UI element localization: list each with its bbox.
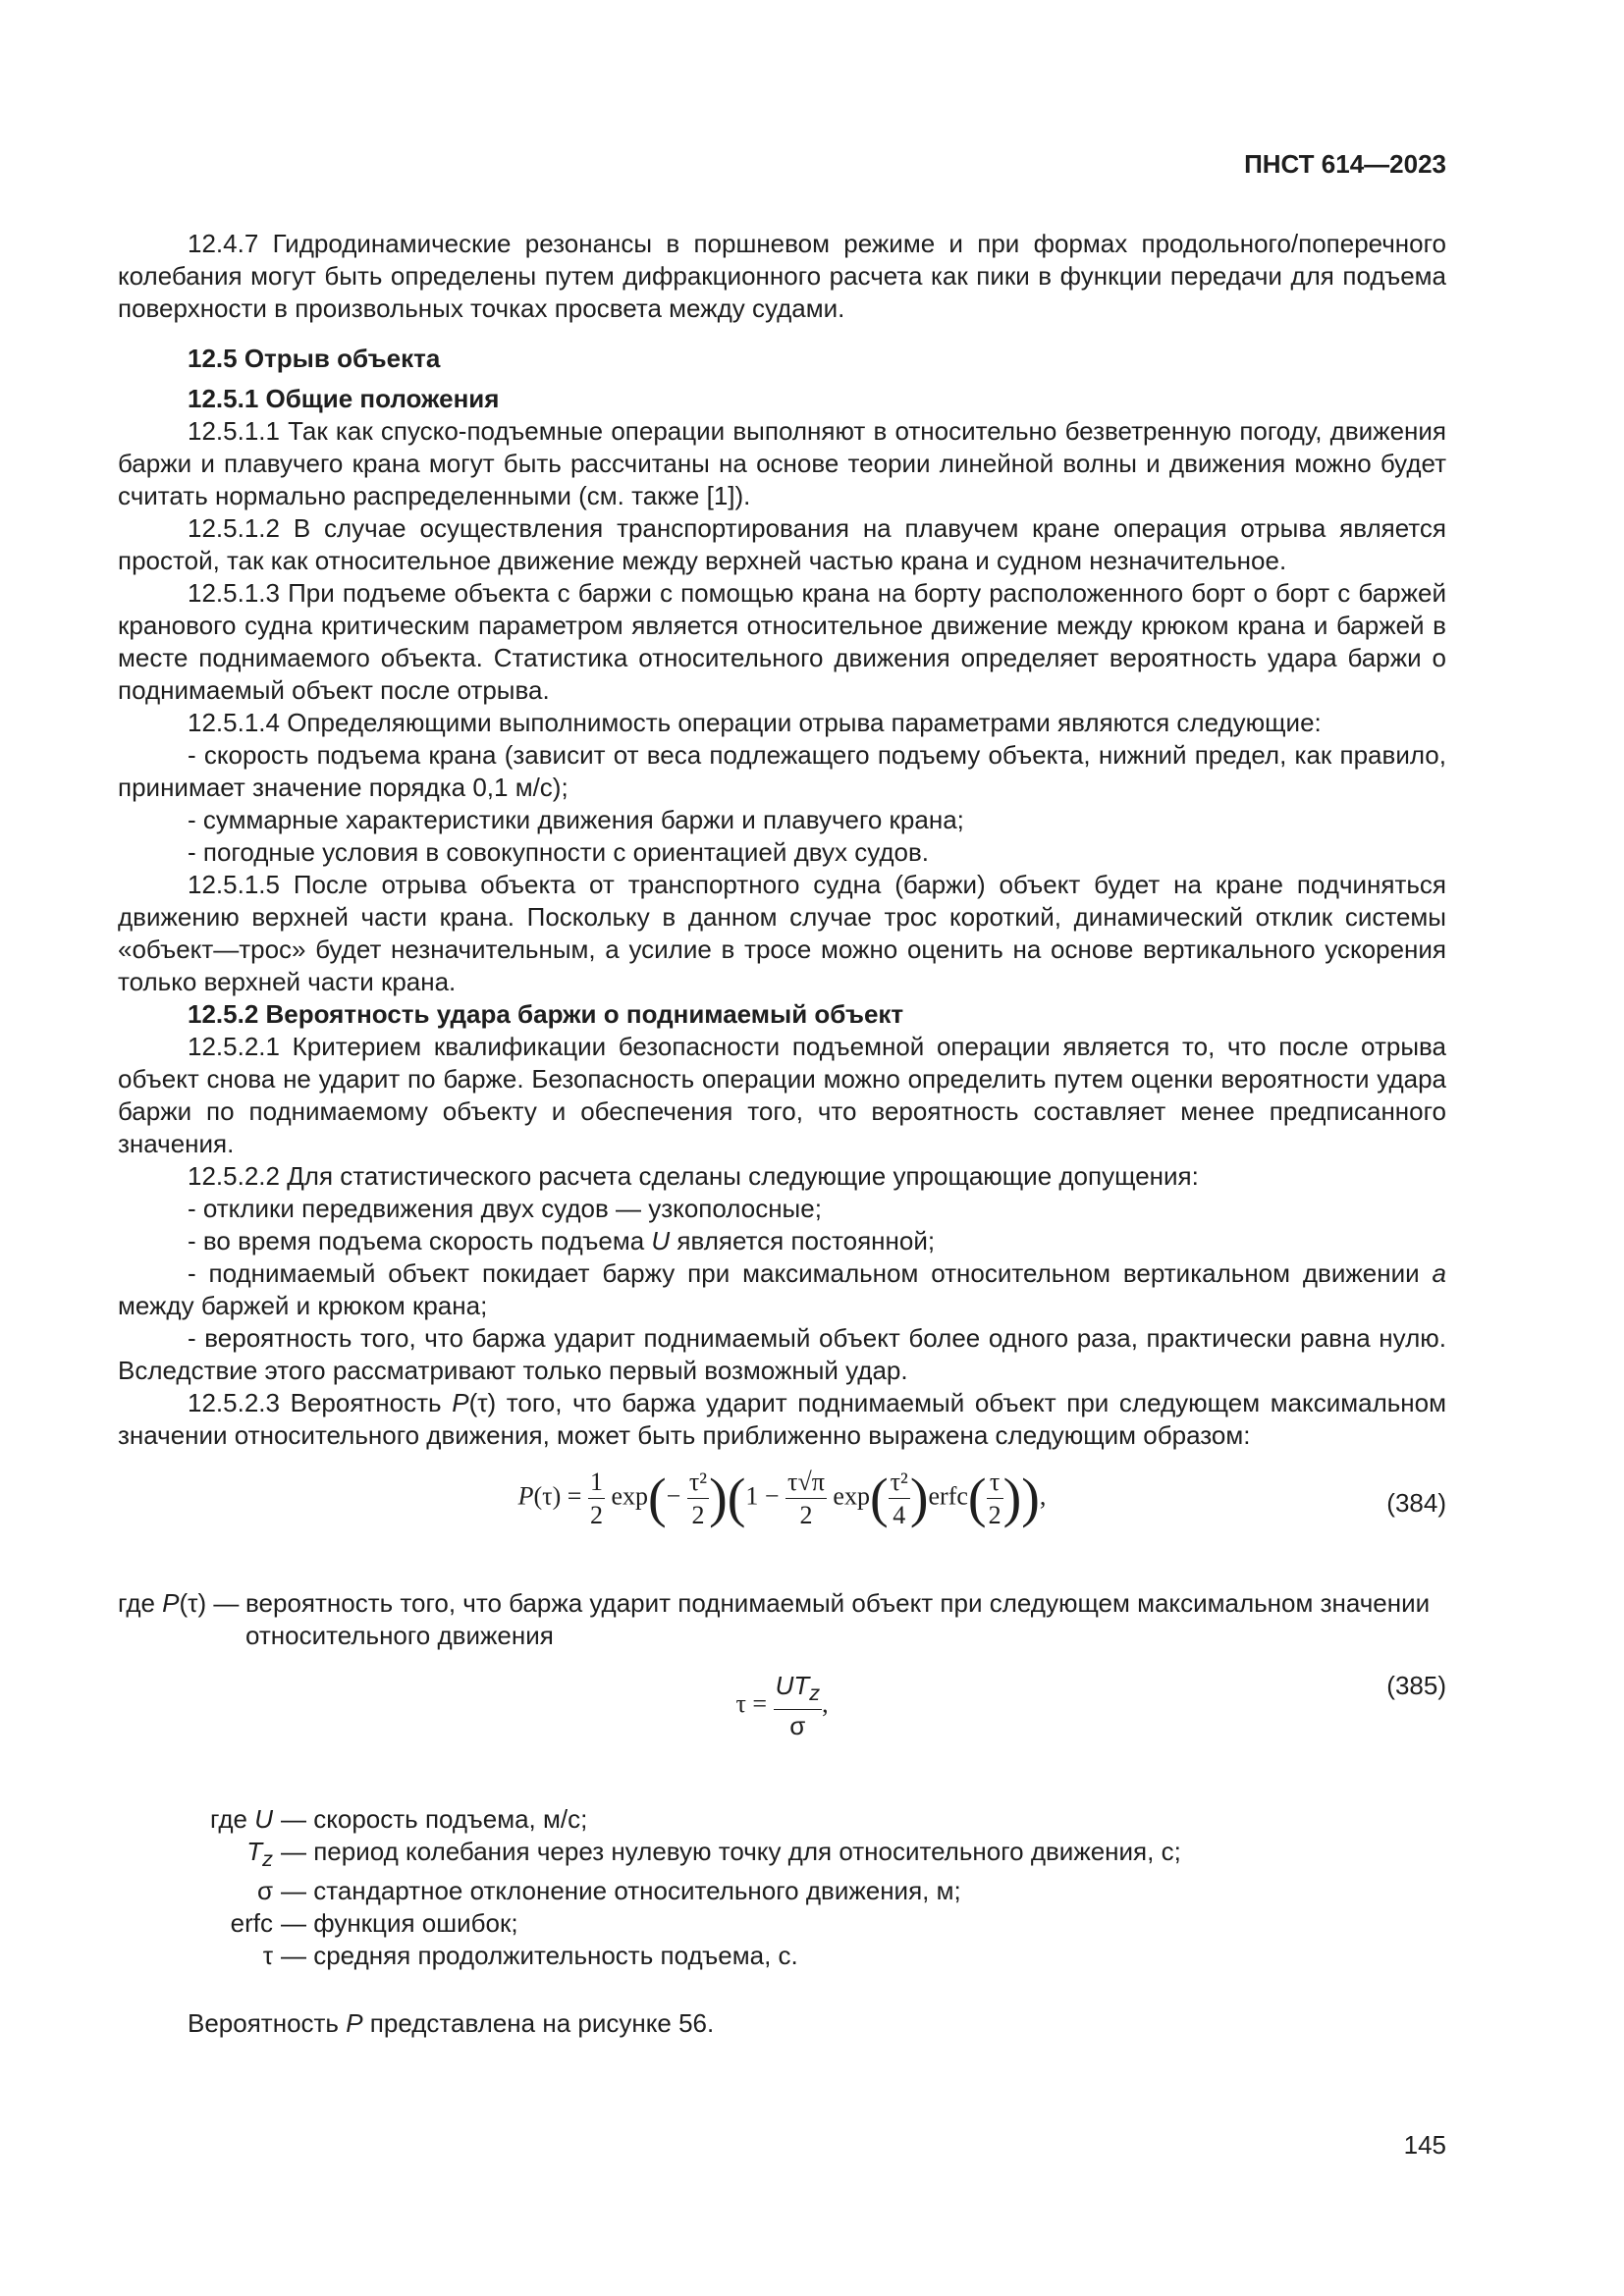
where-row: $T_z$ — период колебания через нулевую точку для относительного движения, с; xyxy=(246,1837,1181,1872)
where-row: erfc — функция ошибок; xyxy=(230,1908,518,1939)
definition-text: вероятность того, что баржа ударит поднимаемый объект при следующем максимальном значении относительного движения xyxy=(245,1588,1431,1650)
formula-384-expression: P(τ) = $\frac{1}{2}$ exp(− $\frac{\text{τ²}}{2}$ )(1 − $\frac{\tau√\pi}{2}$ exp( $\frac{\text{τ²}}{4}$ )erfc( $\frac{\tau}{2}$ )), xyxy=(517,1468,1047,1529)
formula-384 xyxy=(118,1466,1446,1574)
page-number: 145 xyxy=(1403,2130,1446,2160)
paragraph-12-5-1-1: 12.5.1.1 Так как спуско-подъемные операции выполняют в относительно безветренную погоду, движения баржи и плавучего крана могут быть рассчитаны на основе теории линейной волны и движения можно будет считать нормально распределенными (см. также [1]). xyxy=(118,416,1446,510)
equation-number-384: (384) xyxy=(1386,1488,1446,1518)
formula-385-expression: τ = $\frac{UT_z}{\sigma}$ , xyxy=(735,1671,829,1741)
where-row: σ — стандартное отклонение относительного движения, м; xyxy=(256,1876,961,1906)
list-item: - во время подъема скорость подъема U является постоянной; xyxy=(188,1226,936,1255)
paragraph-12-5-1-3: 12.5.1.3 При подъеме объекта с баржи с помощью крана на борту расположенного борт о борт с баржей кранового судна критическим параметром является относительное движение между крюком крана и баржей в месте поднимаемого объекта. Статистика относительного движения определяет вероятность удара баржи о поднимаемый объект после отрыва. xyxy=(118,578,1446,705)
list-item: - вероятность того, что баржа ударит поднимаемый объект более одного раза, практически равна нулю. Вследствие этого рассматривают только первый возможный удар. xyxy=(118,1323,1446,1385)
paragraph-12-5-2-3: 12.5.2.3 Вероятность P(τ) того, что баржа ударит поднимаемый объект при следующем максимальном значении относительного движения, может быть приближенно выражена следующим образом: xyxy=(118,1388,1446,1450)
where-list xyxy=(118,1803,1446,1972)
list-item: - отклики передвижения двух судов — узкополосные; xyxy=(188,1194,822,1223)
paragraph-12-5-1-2: 12.5.1.2 В случае осуществления транспортирования на плавучем кране операция отрыва является простой, так как относительное движение между верхней частью крана и судном незначительное. xyxy=(118,513,1446,575)
list-item: - погодные условия в совокупности с ориентацией двух судов. xyxy=(188,837,930,867)
where-row: τ — средняя продолжительность подъема, с. xyxy=(262,1941,798,1971)
list-item: - поднимаемый объект покидает баржу при максимальном относительном вертикальном движении a между баржей и крюком крана; xyxy=(118,1258,1446,1320)
where-row: где U — скорость подъема, м/с; xyxy=(210,1804,588,1834)
section-heading-12-5: 12.5 Отрыв объекта xyxy=(188,344,441,373)
list-item: - скорость подъема крана (зависит от веса подлежащего подъему объекта, нижний предел, как правило, принимает значение порядка 0,1 м/с); xyxy=(118,740,1446,802)
formula-385 xyxy=(118,1670,1446,1768)
subsection-heading-12-5-2: 12.5.2 Вероятность удара баржи о поднимаемый объект xyxy=(188,999,904,1029)
paragraph-12-5-1-5: 12.5.1.5 После отрыва объекта от транспортного судна (баржи) объект будет на кране подчиняться движению верхней части крана. Поскольку в данном случае трос короткий, динамический отклик системы «объект—трос» будет незначительным, а усилие в тросе можно оценить на основе вертикального ускорения только верхней части крана. xyxy=(118,870,1446,996)
paragraph-12-4-7: 12.4.7 Гидродинамические резонансы в поршневом режиме и при формах продольного/поперечного колебания могут быть определены путем дифракционного расчета как пики в функции передачи для подъема поверхности в произвольных точках просвета между судами. xyxy=(118,229,1446,323)
paragraph-12-5-2-1: 12.5.2.1 Критерием квалификации безопасности подъемной операции является то, что после отрыва объект снова не ударит по барже. Безопасность операции можно определить путем оценки вероятности удара баржи по поднимаемому объекту и обеспечения того, что вероятность составляет менее предписанного значения. xyxy=(118,1032,1446,1158)
document-header: ПНСТ 614—2023 xyxy=(1244,149,1446,179)
equation-number-385: (385) xyxy=(1386,1671,1446,1700)
subsection-heading-12-5-1: 12.5.1 Общие положения xyxy=(188,384,500,413)
paragraph-12-5-2-2: 12.5.2.2 Для статистического расчета сделаны следующие упрощающие допущения: xyxy=(188,1161,1199,1191)
where-definition: где P(τ) — вероятность того, что баржа ударит поднимаемый объект при следующем максимальном значении относительного движения xyxy=(118,1587,1446,1652)
paragraph-12-5-1-4: 12.5.1.4 Определяющими выполнимость операции отрыва параметрами являются следующие: xyxy=(188,708,1322,737)
page-body xyxy=(118,228,1446,2040)
closing-paragraph: Вероятность P представлена на рисунке 56. xyxy=(188,2008,715,2039)
list-item: - суммарные характеристики движения баржи и плавучего крана; xyxy=(188,805,964,834)
